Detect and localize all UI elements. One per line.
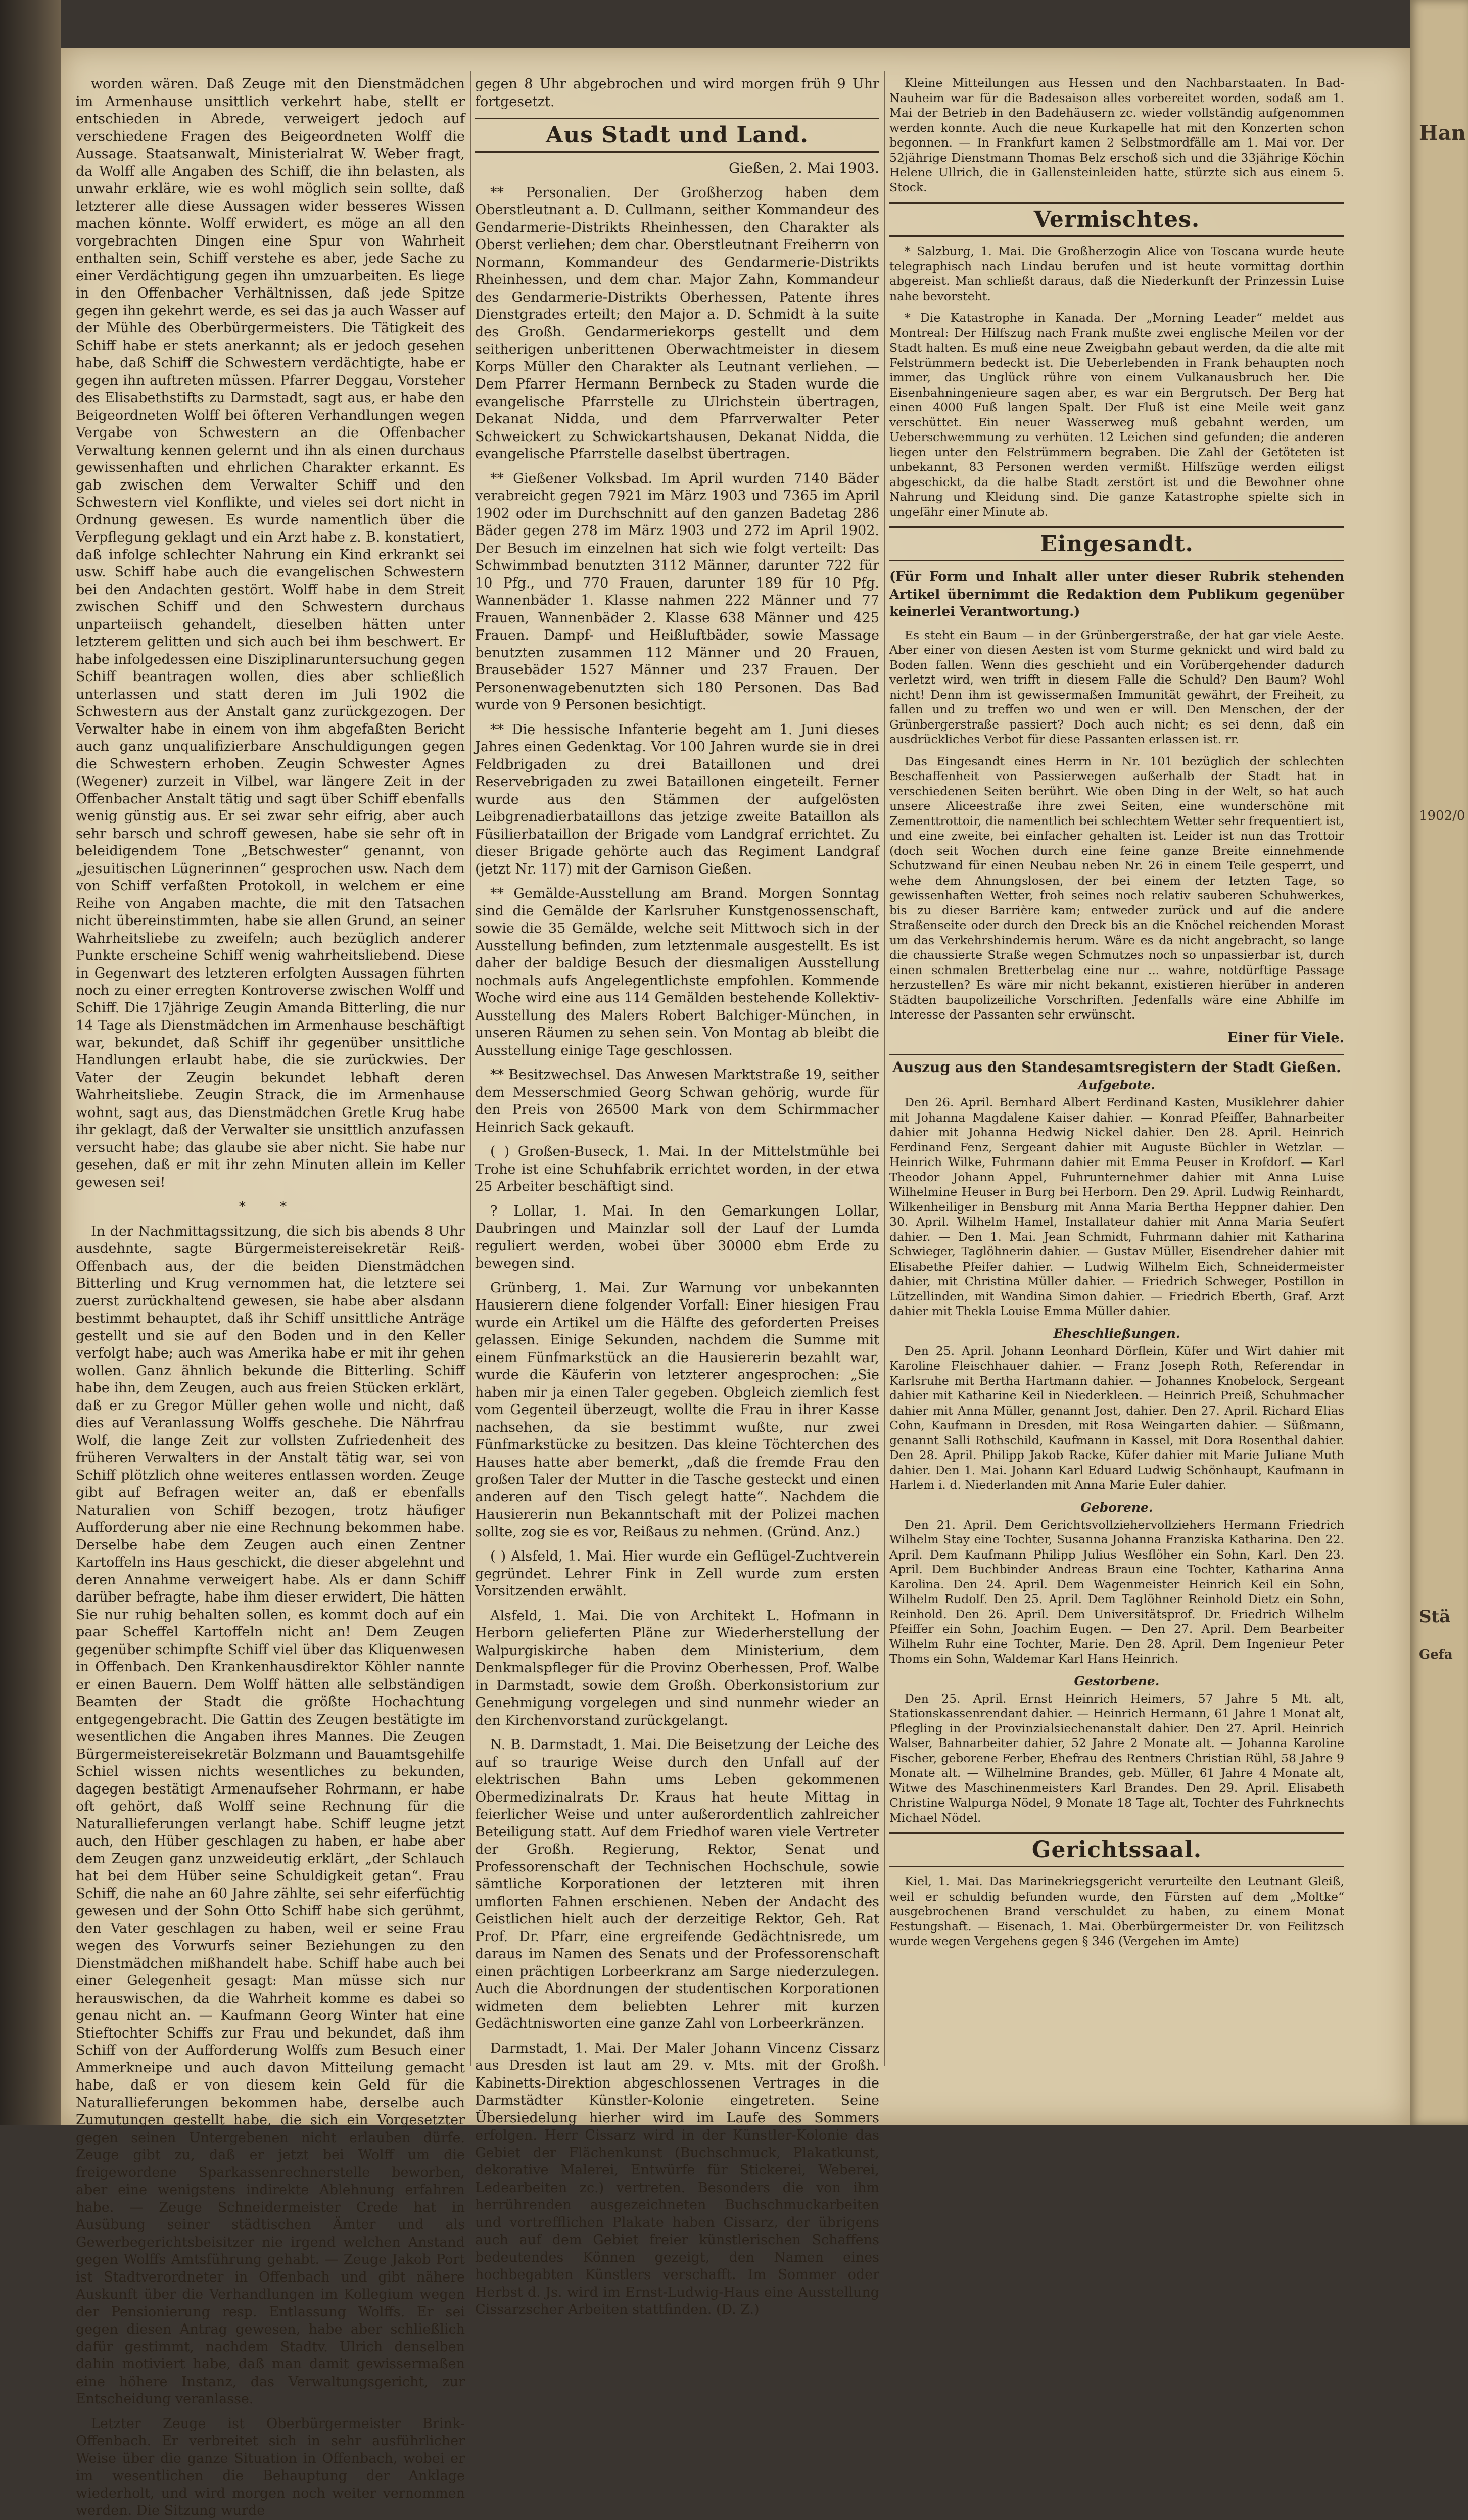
kleine-mitteilungen: Kleine Mitteilungen aus Hessen und den Nachbarstaaten. In Bad-Nauheim war für die Badesaison alles vorbereitet worden, sodaß am 1. Mai der Betrieb in den Badehäusern zc. wieder vollständig aufgenommen werden konnte. Auch die neue Kurkapelle hat mit den Konzerten schon begonnen. — In Frankfurt kamen 2 Selbstmordfälle am 1. Mai vor. Der 52jährige Dienstmann Thomas Belz erschoß sich und die 33jährige Köchin Helene Ullrich, die in Gallensteinleiden hatte, stürzte sich aus einem 5. Stock. <box>889 76 1344 195</box>
strip-heading: Stä <box>1419 1607 1451 1627</box>
eheschliessungen-list: Den 25. April. Johann Leonhard Dörflein, Küfer und Wirt dahier mit Karoline Fleischhauer dahier. — Franz Joseph Roth, Referendar in Karlsruhe mit Bertha Hartmann dahier. — Johannes Knobelock, Sergeant dahier mit Katharine Keil in Niederkleen. — Heinrich Preiß, Schuhmacher dahier mit Anna Müller, genannt Jost, dahier. Den 27. April. Richard Elias Cohn, Kaufmann in Dresden, mit Rosa Weingarten dahier. — Süßmann, genannt Salli Rothschild, Kaufmann in Kassel, mit Dora Rosenthal dahier. Den 28. April. Philipp Jakob Racke, Küfer dahier mit Marie Juliane Muth dahier. Den 1. Mai. Johann Karl Eduard Ludwig Schönhaupt, Kaufmann in Harlem i. d. Niederlanden mit Anna Marie Euler dahier. <box>889 1343 1344 1492</box>
binding-edge <box>0 0 61 2125</box>
afternoon-session-paragraph: In der Nachmittagssitzung, die sich bis abends 8 Uhr ausdehnte, sagte Bürgermeistereisekretär Reiß-Offenbach aus, der die beiden Dienstmädchen Bitterling und Krug vernommen hat, die letztere sei zuerst zurückhaltend gewesen, sie habe aber alsdann bestimmt behauptet, daß ihr Schiff unsittliche Anträge gestellt und sie auf den Boden und in den Keller verfolgt habe; auch was Amerika habe er mit ihr gehen wollen. Ganz ähnlich bekunde die Bitterling. Schiff habe ihn, dem Zeugen, auch aus freien Stücken erklärt, daß er zu Gregor Müller gehen wolle und nicht, daß dies auf Veranlassung Wolffs geschehe. Die Nährfrau Wolf, die lange Zeit zur vollsten Zufriedenheit des früheren Verwalters in der Anstalt tätig war, sei von Schiff plötzlich ohne weiteres entlassen worden. Zeuge gibt auf Befragen weiter an, daß er ebenfalls Naturalien von Schiff bezogen, trotz häufiger Aufforderung aber nie eine Rechnung bekommen habe. Derselbe habe dem Zeugen auch einen Zentner Kartoffeln ins Haus geschickt, die dieser abgelehnt und deren Annahme verweigert habe. Als er dann Schiff darüber befragte, habe ihm dieser erwidert, Die hätten Sie nur ruhig behalten sollen, es kommt doch auf ein paar Scheffel Kartoffeln nicht an! Dem Zeugen gegenüber schimpfte Schiff viel über das Kliquenwesen in Offenbach. Den Krankenhausdirektor Köhler nannte er einen Bauern. Dem Wolff hätten alle selbständigen Beamten der Stadt die größte Hochachtung entgegengebracht. Die Gattin des Zeugen bestätigte im wesentlichen die Angaben ihres Mannes. Die Zeugen Bürgermeistereisekretär Bolzmann und Bauamtsgehilfe Schiel wissen nichts wesentliches zu bekunden, dagegen bestätigt Armenaufseher Rohrmann, er habe oft gehört, daß Wolff seine Rechnung für die Naturallieferungen verlangt habe. Schiff leugne jetzt auch, den Hüber geschlagen zu haben, er habe aber dem Zeugen ganz unzweideutig erklärt, „der Schlauch hat bei dem Hüber seine Schuldigkeit getan“. Frau Schiff, die nahe an 60 Jahre zählte, sei sehr eiferfüchtig gewesen und der Sohn Otto Schiff habe sich gerühmt, den Vater geschlagen zu haben, weil er seine Frau wegen des Vorwurfs seiner Beziehungen zu den Dienstmädchen mißhandelt habe. Schiff habe auch bei einer Gelegenheit gesagt: Man müsse sich nur herauswischen, da die Wahrheit komme es dabei so genau nicht an. — Kaufmann Georg Winter hat eine Stieftochter Schiffs zur Frau und bekundet, daß ihm Schiff von der Aufforderung Wolffs zum Besuch einer Ammerkneipe und auch davon Mitteilung gemacht habe, daß er von diesem kein Geld für die Naturallieferungen bekommen habe, derselbe auch Zumutungen gestellt habe, die sich ein Vorgesetzter gegen seinen Untergebenen nicht erlauben dürfe. Zeuge gibt zu, daß er jetzt bei Wolff um die freigewordene Sparkassenrechnerstelle beworben, aber eine wenigstens indirekte Ablehnung erfahren habe. — Zeuge Schneidermeister Crede hat in Ausübung seiner städtischen Ämter und als Gewerbegerichtsbeisitzer nie irgend welchen Anstand gegen Wolffs Amtsführung gehabt. — Zeuge Jakob Port ist Stadtverordneter in Offenbach und gibt nähere Auskunft über die Verhandlungen im Kollegium wegen der Pensionierung resp. Entlassung Wolffs. Er sei gegen diesen Antrag gewesen, habe aber schließlich dafür gestimmt, nachdem Stadtv. Ulrich denselben dahin motiviert habe, daß man damit gewissermaßen eine höhere Instanz, das Verwaltungsgericht, zur Entscheidung veranlasse. <box>76 1223 465 2407</box>
article-lollar: ? Lollar, 1. Mai. In den Gemarkungen Lollar, Daubringen und Mainzlar soll der Lauf der Lumda reguliert werden, wobei über 30000 ebm Erde zu bewegen sind. <box>475 1203 879 1271</box>
column-rule <box>884 71 885 2066</box>
strip-text: 1902/0 <box>1419 808 1465 823</box>
article-gemaelde: ** Gemälde-Ausstellung am Brand. Morgen Sonntag sind die Gemälde der Karlsruher Kunstgenossenschaft, sowie die 35 Gemälde, welche seit Mittwoch sich in der Ausstellung befinden, zum letztenmale ausgestellt. Es ist daher der baldige Besuch der diesmaligen Ausstellung nochmals aufs Angelegentlichste empfohlen. Kommende Woche wird eine aus 114 Gemälden bestehende Kollektiv-Ausstellung des Malers Robert Balchiger-München, in unseren Räumen zu sehen sein. Von Montag ab bleibt die Ausstellung einige Tage geschlossen. <box>475 886 879 1058</box>
article-grossen-buseck: ( ) Großen-Buseck, 1. Mai. In der Mittelstmühle bei Trohe ist eine Schuhfabrik errichtet worden, in der etwa 25 Arbeiter beschäftigt sind. <box>475 1144 879 1194</box>
article-personalien: ** Personalien. Der Großherzog haben dem Oberstleutnant a. D. Cullmann, seither Kommandeur des Gendarmerie-Distrikts Rheinhessen, den Charakter als Oberst verliehen; dem char. Oberstleutnant Freiherrn von Normann, Kommandeur des Gendarmerie-Distrikts Rheinhessen, und dem char. Major Zahn, Kommandeur des Gendarmerie-Distrikts Oberhessen, Patente ihres Dienstgrades erteilt; den Major a. D. Schmidt à la suite des Großh. Gendarmeriekorps gestellt und dem seitherigen unberittenen Oberwachtmeister in diesem Korps Müller den Charakter als Leutnant verliehen. — Dem Pfarrer Hermann Bernbeck zu Staden wurde die evangelische Pfarrstelle zu Ulrichstein übertragen, Dekanat Nidda, und dem Pfarrverwalter Peter Schweickert zu Schwickartshausen, Dekanat Nidda, die evangelische Pfarrstelle daselbst übertragen. <box>475 184 879 462</box>
trial-report-paragraph: worden wären. Daß Zeuge mit den Dienstmädchen im Armenhause unsittlich verkehrt habe, stellt er entschieden in Abrede, verweigert jedoch auf verschiedene Fragen des Beigeordneten Wolff die Aussage. Staatsanwalt, Ministerialrat W. Weber fragt, da Wolff alle Angaben des Schiff, die ihn belasten, als unwahr erkläre, wie es wohl möglich sein sollte, daß letzterer alle diese Aussagen wider besseres Wissen machen könnte. Wolff erwidert, es möge an all den vorgebrachten Dingen eine Spur von Wahrheit enthalten sein, Schiff verstehe es aber, jede Sache zu einer Verdächtigung gegen ihn umzuarbeiten. Es liege in den Offenbacher Verhältnissen, daß jede Spitze gegen ihn gekehrt werde, es sei das ja auch Wasser auf der Mühle des Oberbürgermeisters. Die Tätigkeit des Schiff habe er stets anerkannt; als er jedoch gesehen habe, daß Schiff die Schwestern verdächtigte, habe er gegen ihn auftreten müssen. Pfarrer Deggau, Vorsteher des Elisabethstifts zu Darmstadt, sagt aus, er habe den Beigeordneten Wolff bei öfteren Verhandlungen wegen Vergabe von Schwestern an die Offenbacher Verwaltung kennen gelernt und ihn als einen durchaus gewissenhaften und ehrlichen Charakter erkannt. Es gab zwischen dem Verwalter Schiff und den Schwestern viel Konflikte, und vieles sei dort nicht in Ordnung gewesen. Es wurde namentlich über die Verpflegung geklagt und ein Arzt habe z. B. konstatiert, daß infolge schlechter Nahrung ein Kind erkrankt sei usw. Schiff habe auch die evangelischen Schwestern bei den Andachten gestört. Wolff habe in dem Streit zwischen Schiff und den Schwestern durchaus unparteiisch gehandelt, dieselben hätten unter letzterem gelitten und sich auch bei ihm beschwert. Er habe infolgedessen eine Disziplinaruntersuchung gegen Schiff beantragen wollen, dies aber schließlich unterlassen und statt deren im Juli 1902 die Schwestern aus der Anstalt ganz zurückgezogen. Der Verwalter habe in einem von ihm abgefaßten Bericht auch ganz unqualifizierbare Anschuldigungen gegen die Schwestern erhoben. Zeugin Schwester Agnes (Wegener) zurzeit in Vilbel, war längere Zeit in der Offenbacher Anstalt tätig und sagt über Schiff ebenfalls wenig günstig aus. Er sei zwar sehr eifrig, aber auch sehr barsch und schroff gewesen, habe sie sehr oft in beleidigendem Tone „Betschwester“ genannt, von „jesuitischen Lügnerinnen“ gesprochen usw. Nach dem von Schiff verfaßten Protokoll, in welchem er eine Reihe von Angaben machte, die mit den Tatsachen nicht übereinstimmten, habe sie allen Grund, an seiner Wahrheitsliebe zu zweifeln; auch bezüglich anderer Punkte erscheine Schiff wenig wahrheitsliebend. Diese in Gegenwart des letzteren erfolgten Aussagen führten noch zu einer erregten Kontroverse zwischen Wolff und Schiff. Die 17jährige Zeugin Amanda Bitterling, die nur 14 Tage als Dienstmädchen im Armenhause beschäftigt war, bekundet, daß Schiff ihr gegenüber unsittliche Handlungen erlaubt habe, die sie zurückwies. Der Vater der Zeugin bekundet lebhaft deren Wahrheitsliebe. Zeugin Strack, die im Armenhause wohnt, sagt aus, das Dienstmädchen Gretle Krug habe ihr geklagt, daß der Verwalter sie unsittlich anzufassen versucht habe; das glaube sie aber nicht. Sie habe nur gesehen, daß er mit ihr zehn Minuten allein im Keller gewesen sei! <box>76 76 465 1190</box>
article-darmstadt-beisetzung: N. B. Darmstadt, 1. Mai. Die Beisetzung der Leiche des auf so traurige Weise durch den Unfall auf der elektrischen Bahn ums Leben gekommenen Obermedizinalrats Dr. Kraus hat heute Mittag in feierlicher Weise und unter außerordentlich zahlreicher Beteiligung statt. Auf dem Friedhof waren viele Vertreter der Großh. Regierung, Rektor, Senat und Professorenschaft der Technischen Hochschule, sowie sämtliche Korporationen der letzteren mit ihren umflorten Fahnen erschienen. Neben der Andacht des Geistlichen hielt auch der derzeitige Rektor, Geh. Rat Prof. Dr. Pfarr, eine ergreifende Gedächtnisrede, um daraus im Namen des Senats und der Professorenschaft einen prächtigen Lorbeerkranz am Sarge niederzulegen. Auch die Abordnungen der studentischen Korporationen widmeten dem beliebten Lehrer mit kurzen Gedächtnisworten eine ganze Zahl von Lorbeerkränzen. <box>475 1737 879 2031</box>
column-2 <box>475 76 879 2317</box>
adjacent-page-strip <box>1410 0 1468 2125</box>
article-gruenberg: Grünberg, 1. Mai. Zur Warnung vor unbekannten Hausierern diene folgender Vorfall: Einer hiesigen Frau wurde ein Artikel um die Hälfte des geforderten Preises gelassen. Einige Sekunden, nachdem die Summe mit einem Fünfmarkstück an die Hausiererin bezahlt war, wurde die Käuferin von letzterer angesprochen: „Sie haben mir ja einen Taler gegeben. Obgleich ziemlich fest vom Gegenteil überzeugt, wollte die Frau in ihrer Kasse nachsehen, da sie bestimmt wußte, nur zwei Fünfmarkstücke zu besitzen. Das kleine Töchterchen des Hauses hatte aber bemerkt, „daß die fremde Frau den großen Taler der Mutter in die Tasche gesteckt und einen anderen auf den Tisch gelegt hatte“. Nachdem die Hausiererin nun Bekanntschaft mit der Polizei machen sollte, zog sie es vor, Reißaus zu nehmen. (Gründ. Anz.) <box>475 1280 879 1540</box>
article-alsfeld-kirche: Alsfeld, 1. Mai. Die von Architekt L. Hofmann in Herborn gelieferten Pläne zur Wiederherstellung der Walpurgiskirche haben dem Ministerium, dem Denkmalspfleger für die Provinz Oberhessen, Prof. Walbe in Darmstadt, sowie dem Großh. Oberkonsistorium zur Genehmigung vorgelegen und sind nunmehr wieder an den Kirchenvorstand zurückgelangt. <box>475 1608 879 1728</box>
register-heading: Auszug aus den Standesamtsregistern der Stadt Gießen. <box>889 1054 1344 1076</box>
section-heading-gerichtssaal: Gerichtssaal. <box>889 1832 1344 1867</box>
dateline: Gießen, 2. Mai 1903. <box>729 160 879 176</box>
strip-heading: Han <box>1419 121 1466 145</box>
gestorbene-heading: Gestorbene. <box>1074 1673 1160 1688</box>
eingesandt-baum: Es steht ein Baum — in der Grünbergerstraße, der hat gar viele Aeste. Aber einer von diesen Aesten ist vom Sturme geknickt und wird bald zu Boden fallen. Wenn dies geschieht und ein Vorübergehender dadurch verletzt wird, wen trifft in diesem Falle die Schuld? Den Baum? Wohl nicht! Denn ihm ist gewissermaßen Immunität gewährt, der Freiheit, zu fallen und zu treffen wo und wen er will. Den Menschen, der der Grünbergerstraße passiert? Doch auch nicht; es sei denn, daß ein ausdrückliches Verbot für diese Passanten erlassen ist. rr. <box>889 627 1344 746</box>
gestorbene-list: Den 25. April. Ernst Heinrich Heimers, 57 Jahre 5 Mt. alt, Stationskassenrendant dahier. — Heinrich Hermann, 61 Jahre 1 Monat alt, Pflegling in der Provinzialsiechenanstalt dahier. Den 27. April. Heinrich Walser, Bahnarbeiter dahier, 52 Jahre 2 Monate alt. — Johanna Karoline Fischer, geborene Ferber, Ehefrau des Rentners Christian Rühl, 58 Jahre 9 Monate alt. — Wilhelmine Brandes, geb. Müller, 61 Jahre 4 Monate alt, Witwe des Maschinenmeisters Karl Brandes. Den 29. April. Elisabeth Christine Walpurga Nödel, 9 Monate 18 Tage alt, Tochter des Fuhrknechts Michael Nödel. <box>889 1691 1344 1825</box>
section-heading-vermischtes: Vermischtes. <box>889 202 1344 237</box>
article-besitzwechsel: ** Besitzwechsel. Das Anwesen Marktstraße 19, seither dem Messerschmied Georg Schwan gehörig, wurde für den Preis von 26500 Mark von dem Schirmmacher Heinrich Sack gekauft. <box>475 1067 879 1135</box>
eingesandt-disclaimer: (Für Form und Inhalt aller unter dieser Rubrik stehenden Artikel übernimmt die Redaktion dem Publikum gegenüber keinerlei Verantwortung.) <box>889 569 1344 619</box>
strip-text: Gefa <box>1419 1647 1453 1662</box>
aufgebote-list: Den 26. April. Bernhard Albert Ferdinand Kasten, Musiklehrer dahier mit Johanna Magdalene Kaiser dahier. — Konrad Pfeiffer, Bahnarbeiter dahier mit Johanna Hedwig Nickel dahier. Den 28. April. Heinrich Ferdinand Fenz, Sergeant dahier mit Auguste Büchler in Wetzlar. — Heinrich Wilke, Fuhrmann dahier mit Emma Peuser in Krofdorf. — Karl Theodor Johann Appel, Fuhrunternehmer dahier mit Anna Luise Wilhelmine Heuser in Burg bei Herborn. Den 29. April. Ludwig Reinhardt, Wilkenheiliger in Bensburg mit Anna Maria Bertha Heppner dahier. Den 30. April. Wilhelm Hamel, Installateur dahier mit Anna Maria Seufert dahier. — Den 1. Mai. Jean Schmidt, Fuhrmann dahier mit Katharina Schwieger, Taglöhnerin dahier. — Gustav Müller, Eisendreher dahier mit Elisabethe Pfeifer dahier. — Ludwig Wilhelm Eich, Schneidermeister dahier, mit Christina Müller dahier. — Friedrich Schweger, Postillon in Lützellinden, mit Wandina Simon dahier. — Friedrich Eberth, Graf. Arzt dahier mit Thekla Louise Emma Müller dahier. <box>889 1095 1344 1318</box>
geborene-list: Den 21. April. Dem Gerichtsvollziehervollziehers Hermann Friedrich Wilhelm Stay eine Tochter, Susanna Johanna Franziska Katharina. Den 22. April. Dem Kaufmann Philipp Julius Wesflöher ein Sohn, Karl. Den 23. April. Dem Buchbinder Andreas Braun eine Tochter, Katharina Anna Karolina. Den 24. April. Dem Wagenmeister Heinrich Keil ein Sohn, Wilhelm Rudolf. Den 25. April. Dem Taglöhner Reinhold Dietz ein Sohn, Reinhold. Den 26. April. Dem Universitätsprof. Dr. Friedrich Wilhelm Pfeiffer ein Sohn, Joachim Eugen. — Den 27. April. Dem Bearbeiter Wilhelm Ruhr eine Tochter, Marie. Den 28. April. Dem Ingenieur Peter Thoms ein Sohn, Waldemar Karl Hans Heinrich. <box>889 1517 1344 1666</box>
article-darmstadt-cissarz: Darmstadt, 1. Mai. Der Maler Johann Vincenz Cissarz aus Dresden ist laut am 29. v. Mts. mit der Großh. Kabinetts-Direktion abgeschlossenen Vertrages in die Darmstädter Künstler-Kolonie eingetreten. Seine Übersiedelung hierher wird im Laufe des Sommers erfolgen. Herr Cissarz wird in der Künstler-Kolonie das Gebiet der Flächenkunst (Buchschmuck, Plakatkunst, dekorative Malerei, Entwürfe für Stickerei, Weberei, Ledearbeiten zc.) vertreten. Besonders die von ihm herrührenden ausgezeichneten Buchschmuckarbeiten und vortrefflichen Plakate haben Cissarz, der übrigens auch auf dem Gebiet freier künstlerischen Schaffens bedeutendes Können gezeigt, den Namen eines hochbegabten Künstlers verschafft. Im Sommer oder Herbst d. Js. wird im Ernst-Ludwig-Haus eine Ausstellung Cissarzscher Arbeiten stattfinden. (D. Z.) <box>475 2040 879 2317</box>
column-1 <box>76 76 465 2518</box>
column-rule <box>470 71 471 2066</box>
section-heading-stadt-und-land: Aus Stadt und Land. <box>475 118 879 153</box>
continuation-text: gegen 8 Uhr abgebrochen und wird morgen früh 9 Uhr fortgesetzt. <box>475 76 879 110</box>
section-heading-eingesandt: Eingesandt. <box>889 526 1344 561</box>
article-alsfeld-verein: ( ) Alsfeld, 1. Mai. Hier wurde ein Geflügel-Zuchtverein gegründet. Lehrer Fink in Zell wurde zum ersten Vorsitzenden erwählt. <box>475 1548 879 1599</box>
article-volksbad: ** Gießener Volksbad. Im April wurden 7140 Bäder verabreicht gegen 7921 im März 1903 und 7365 im April 1902 oder im Durchschnitt auf den ganzen Badetag 286 Bäder gegen 278 im März 1903 und 272 im April 1902. Der Besuch im einzelnen hat sich wie folgt verteilt: Das Schwimmbad benutzten 3112 Männer, darunter 722 für 10 Pfg., und 770 Frauen, darunter 189 für 10 Pfg. Wannenbäder 1. Klasse nahmen 222 Männer und 77 Frauen, Wannenbäder 2. Klasse 638 Männer und 425 Frauen. Dampf- und Heißluftbäder, sowie Massage benutzten zusammen 112 Männer und 20 Frauen, Brausebäder 1527 Männer und 237 Frauen. Der Personenwagebenutzten sich 180 Personen. Das Bad wurde von 9 Personen besichtigt. <box>475 470 879 713</box>
article-salzburg: * Salzburg, 1. Mai. Die Großherzogin Alice von Toscana wurde heute telegraphisch nach Lindau berufen und ist heute vormittag dorthin abgereist. Man schließt daraus, daß die Niederkunft der Prinzessin Luise nahe bevorsteht. <box>889 244 1344 303</box>
article-infanterie: ** Die hessische Infanterie begeht am 1. Juni dieses Jahres einen Gedenktag. Vor 100 Jahren wurde sie in drei Feldbrigaden zu drei Bataillonen und drei Reservebrigaden zu zwei Bataillonen eingeteilt. Ferner wurde aus den Stämmen der aufgelösten Leibgrenadierbataillons das jetzige zweite Bataillon als Füsilierbataillon der Brigade vom Landgraf errichtet. Zu dieser Brigade gehörte auch das Regiment Landgraf (jetzt Nr. 117) mit der Garnison Gießen. <box>475 721 879 877</box>
aufgebote-heading: Aufgebote. <box>1078 1078 1156 1092</box>
article-kiel: Kiel, 1. Mai. Das Marinekriegsgericht verurteilte den Leutnant Gleiß, weil er schuldig befunden wurde, den Fürsten auf dem „Moltke“ ausgebrochenen Brand verschuldet zu haben, zu einem Monat Festungshaft. — Eisenach, 1. Mai. Oberbürgermeister Dr. von Feilitzsch wurde wegen Vergehens gegen § 346 (Vergehen im Amte) <box>889 1874 1344 1948</box>
eheschliessungen-heading: Eheschließungen. <box>1053 1326 1180 1341</box>
eingesandt-aliceestrasse: Das Eingesandt eines Herrn in Nr. 101 bezüglich der schlechten Beschaffenheit von Passierwegen außerhalb der Stadt hat in verschiedenen Seiten berührt. Wie oben Ding in der Welt, so hat auch unsere Aliceestraße ihre zwei Seiten, eine wunderschöne mit Zementtrottoir, die namentlich bei schlechtem Wetter sehr frequentiert ist, und eine zweite, bei einfacher gehalten ist. Leider ist nun das Trottoir (doch seit Wochen durch eine feine ganze Breite einnehmende Schutzwand für einen Neubau neben Nr. 26 in einem Teile gesperrt, und wehe dem Ahnungslosen, der bei einem der letzten Tage, so gewissenhaften Wetter, froh seines noch relativ sauberen Schuhwerkes, bis zu dieser Barrière kam; entweder zurück und auf die andere Straßenseite oder durch den Dreck bis an die Knöchel reichenden Morast um das Verkehrshindernis herum. Wäre es da nicht angebracht, so lange die chaussierte Straße wegen Schmutzes noch so unpassierbar ist, durch einen schmalen Bretterbelag eine nur ... wahre, notdürftige Passage herzustellen? Es wäre mir nicht bekannt, existieren hierüber in anderen Städten baupolizeiliche Vorschriften. Jedenfalls wäre eine Abhilfe im Interesse der Passanten sehr erwünscht. <box>889 754 1344 1022</box>
column-3 <box>889 76 1344 2066</box>
geborene-heading: Geborene. <box>1080 1499 1153 1515</box>
eingesandt-signoff: Einer für Viele. <box>1227 1030 1344 1046</box>
article-kanada: * Die Katastrophe in Kanada. Der „Morning Leader“ meldet aus Montreal: Der Hilfszug nach Frank mußte zwei englische Meilen vor der Stadt halten. Es muß eine neue Zweigbahn gebaut werden, da die alte mit Felstrümmern bedeckt ist. Die Ueberlebenden in Frank behaupten noch immer, das Unglück rühre von einem Vulkanausbruch her. Die Eisenbahningenieure sagen aber, es war ein Bergrutsch. Der Berg hat einen 4000 Fuß langen Spalt. Der Fluß ist eine Meile weit ganz verschüttet. Ein neuer Wasserweg muß gebahnt werden, um Ueberschwemmung zu verhüten. 12 Leichen sind gefunden; die anderen liegen unter den Felstrümmern begraben. Die Zahl der Getöteten ist unbekannt, 83 Personen werden vermißt. Hilfszüge werden eiligst abgeschickt, da die halbe Stadt zerstört ist und die Bewohner ohne Nahrung und Kleidung sind. Die ganze Katastrophe spielte sich in ungefähr einer Minute ab. <box>889 311 1344 519</box>
last-witness-paragraph: Letzter Zeuge ist Oberbürgermeister Brink-Offenbach. Er verbreitet sich in sehr ausführlicher Weise über die ganze Situation in Offenbach, wobei er im wesentlichen die Behauptung der Anklage wiederholt, und wird morgen noch weiter vernommen werden. Die Sitzung wurde <box>76 2415 465 2518</box>
section-separator: * * <box>239 1199 302 1215</box>
